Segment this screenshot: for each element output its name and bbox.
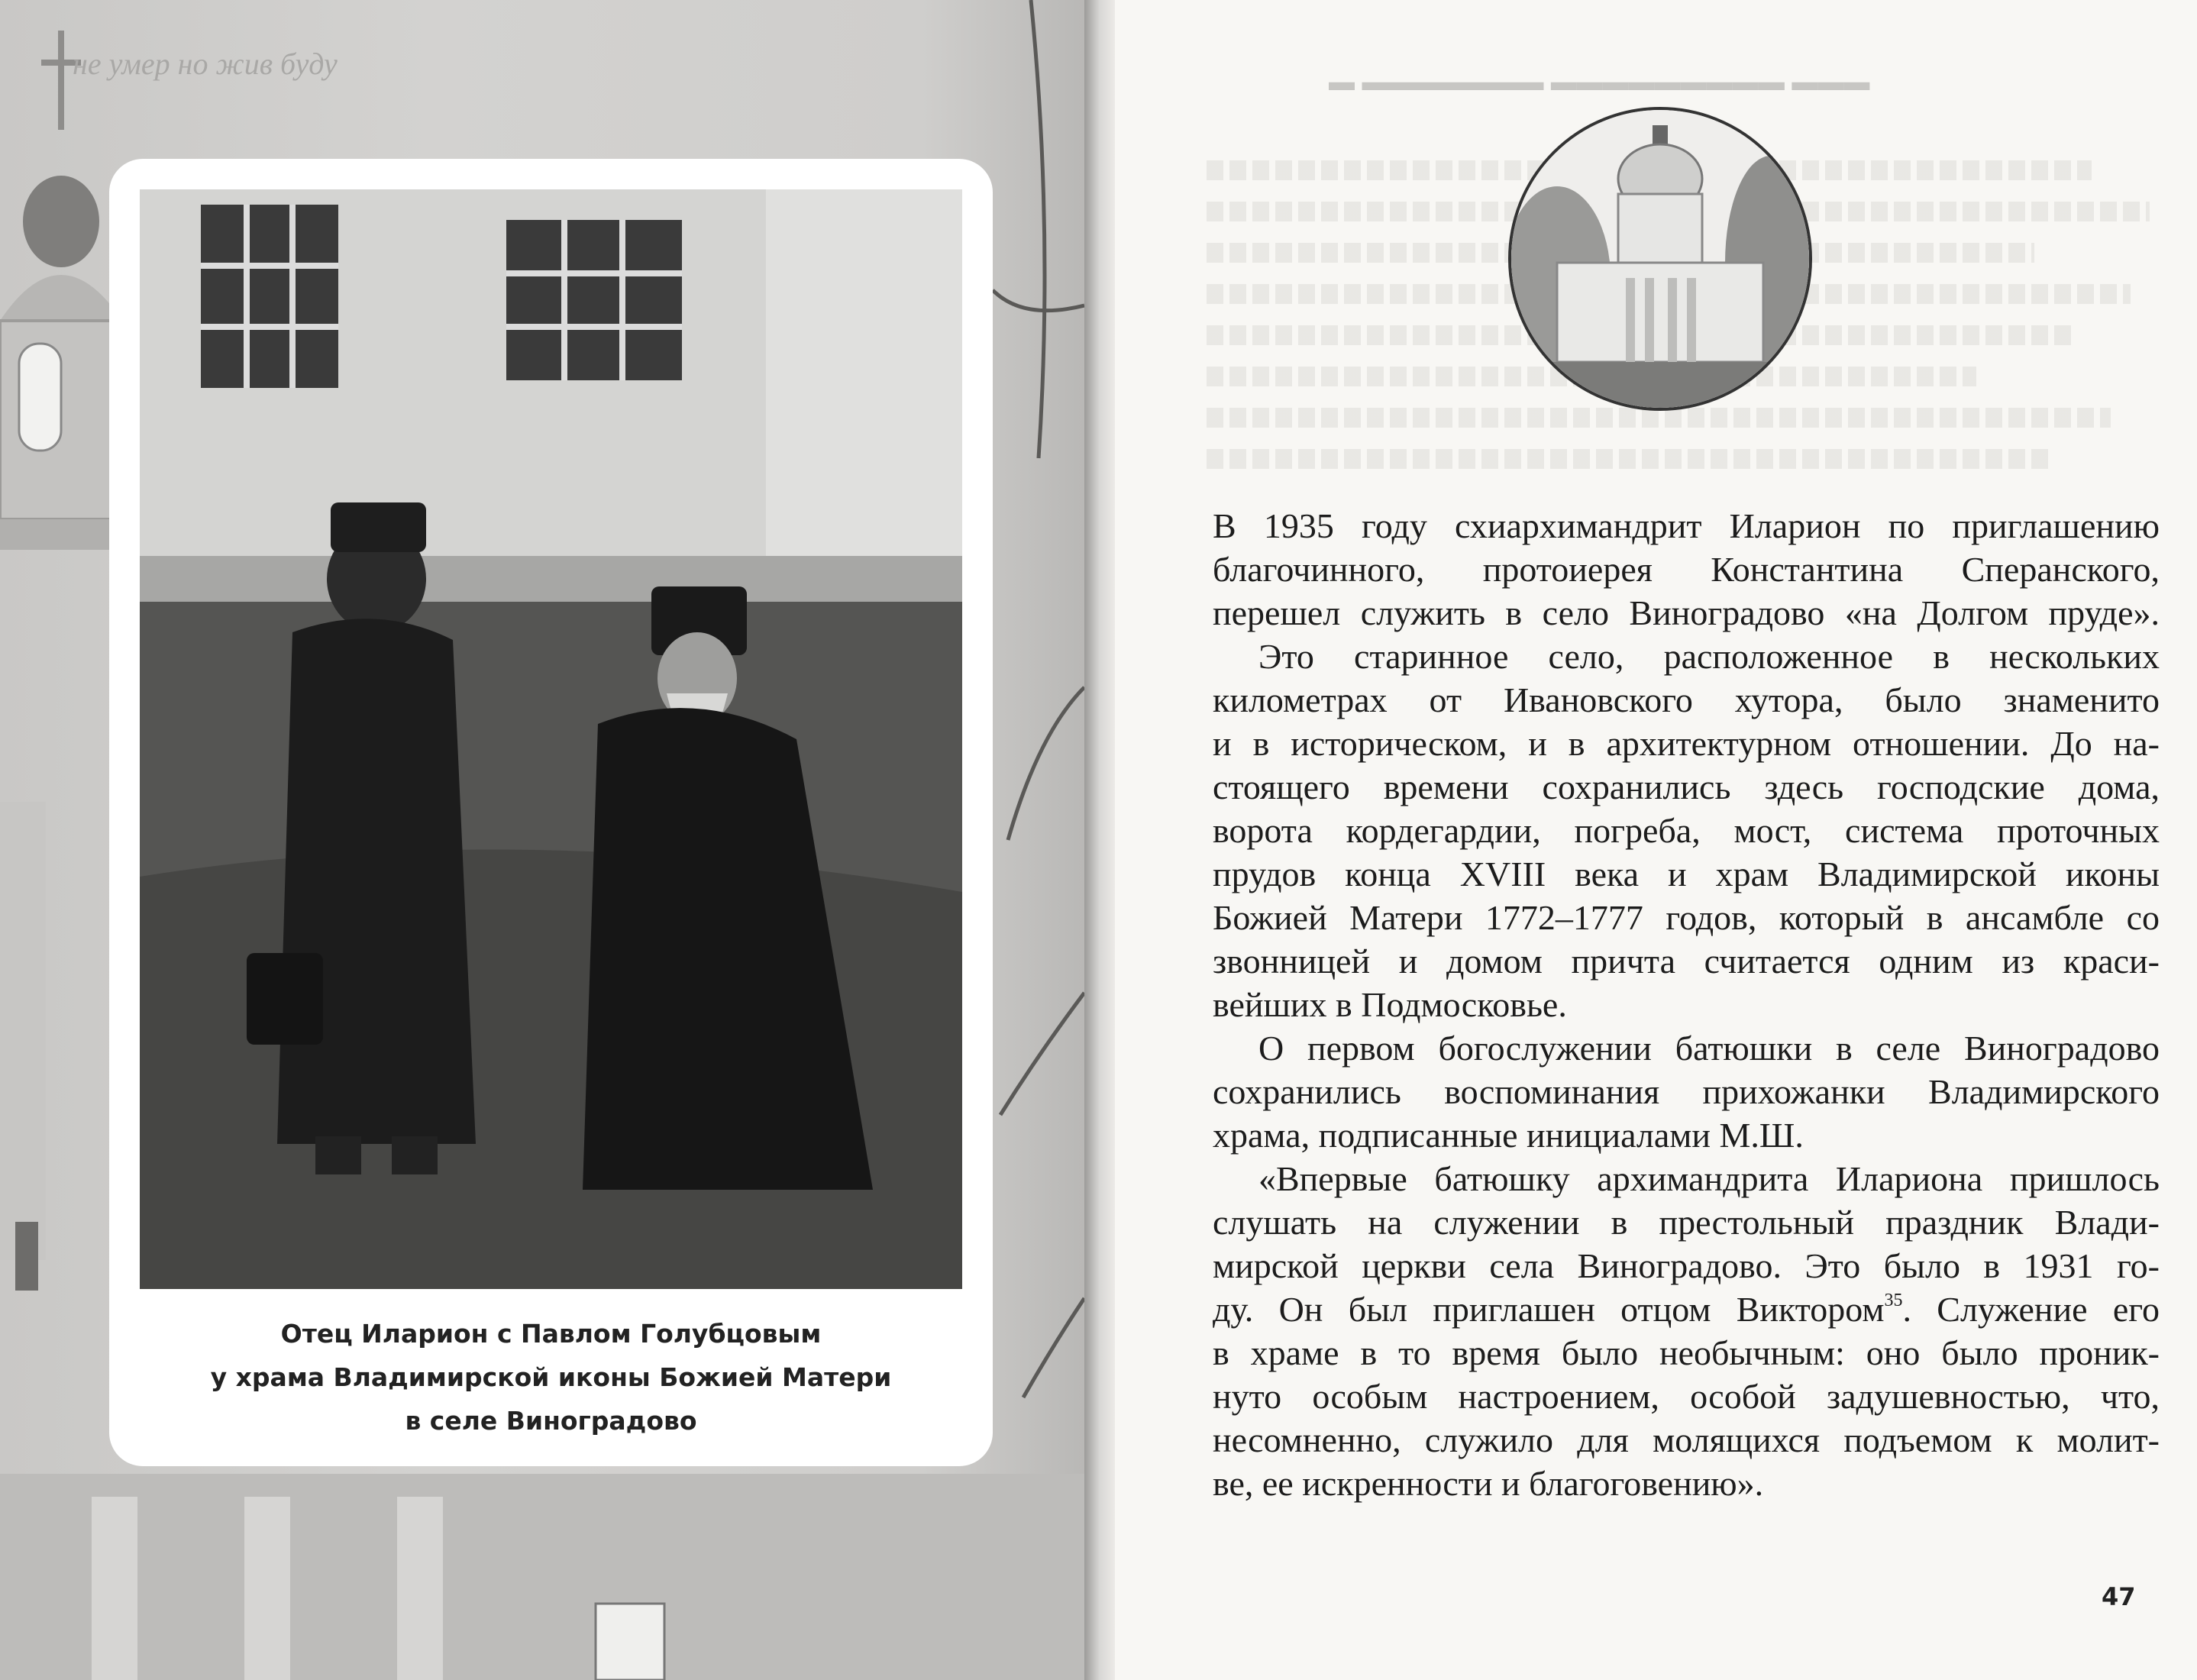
text-line: километрах от Ивановского хутора, было знаменито [1213,680,2160,719]
church-illustration [1511,110,1809,408]
text-line: благочинного, протоиерея Константина Сперанского, [1213,550,2160,589]
page-number: 47 [2102,1582,2136,1611]
ghost-running-header: не умер но жив буду [73,47,338,81]
book-gutter [1084,0,1115,1680]
text-line: и в историческом, и в архитектурном отношении. До на- [1213,724,2160,763]
text-line: «Впервые батюшку архимандрита Илариона пришлось [1258,1159,2160,1198]
photo-monks-at-church [140,189,962,1289]
text-line: вейших в Подмосковье. [1213,985,1567,1024]
text-line: в храме в то время было необычным: оно было проник- [1213,1333,2160,1372]
text-line: звонницей и домом причта считается одним из краси- [1213,942,2160,981]
right-page [1115,0,2197,1680]
text-line: нуто особым настроением, особой задушевностью, что, [1213,1377,2160,1416]
photo-caption [124,1312,977,1443]
caption-line: у храма Владимирской иконы Божией Матери [210,1362,892,1392]
text-line: сохранились воспоминания прихожанки Владимирского [1213,1072,2160,1111]
text-line-with-footnote [1213,1287,2160,1331]
caption-line: Отец Иларион с Павлом Голубцовым [280,1319,822,1349]
photo-illustration [140,189,962,1289]
text-line: О первом богослужении батюшки в селе Виноградово [1258,1029,2160,1068]
text-line: ве, ее искренности и благоговению». [1213,1464,1764,1503]
footnote-reference[interactable]: 35 [1884,1291,1903,1310]
church-medallion-image [1508,107,1812,411]
text-line: мирской церкви села Виноградово. Это было в 1931 го- [1213,1246,2160,1285]
text-line: ворота кордегардии, погреба, мост, система проточных [1213,811,2160,850]
text-line: несомненно, служило для молящихся подъемом к молит- [1213,1420,2160,1459]
text-line: храма, подписанные инициалами М.Ш. [1213,1116,1804,1155]
photo-card [109,159,993,1466]
text-line: перешел служить в село Виноградово «на Долгом пруде». [1213,593,2160,632]
text-line: прудов конца XVIII века и храм Владимирской иконы [1213,855,2160,893]
body-text [1213,504,2160,1505]
text-fragment: . Служение его [1902,1290,2160,1329]
text-line: слушать на служении в престольный праздник Влади- [1213,1203,2160,1242]
text-fragment: ду. Он был приглашен отцом Виктором [1213,1290,1885,1329]
caption-line: в селе Виноградово [405,1406,697,1436]
text-line: В 1935 году схиархимандрит Иларион по приглашению [1213,506,2160,545]
text-line: Это старинное село, расположенное в нескольких [1258,637,2160,676]
left-page [0,0,1084,1680]
text-line: стоящего времени сохранились здесь господские дома, [1213,767,2160,806]
text-line: Божией Матери 1772–1777 годов, который в ансамбле со [1213,898,2160,937]
ghost-running-head: ▬ ▬▬▬▬▬▬▬ ▬▬▬▬▬▬▬▬▬ ▬▬▬ [1329,67,1870,96]
